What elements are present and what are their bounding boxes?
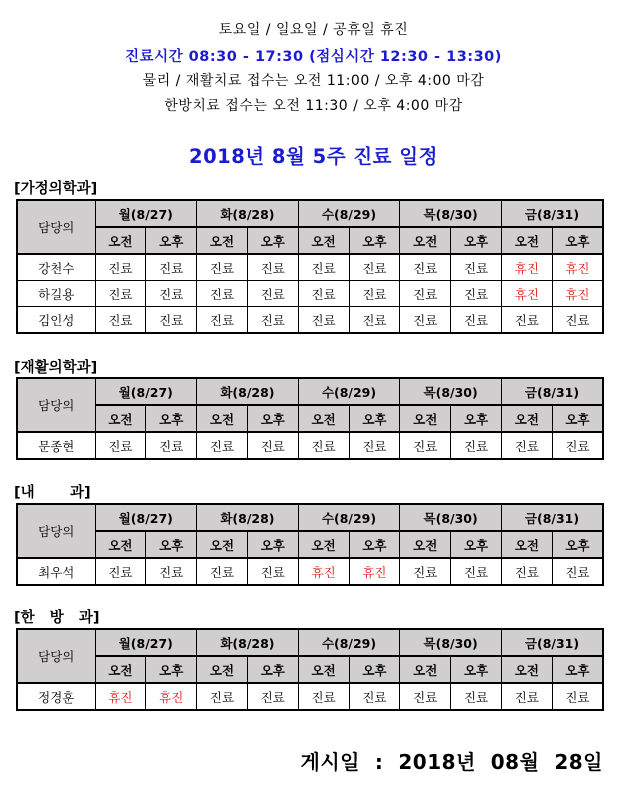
schedule-cell: 진료 xyxy=(95,281,146,307)
schedule-cell: 휴진 xyxy=(95,683,146,710)
schedule-cell: 진료 xyxy=(146,558,197,585)
schedule-cell: 휴진 xyxy=(552,281,603,307)
am-header: 오전 xyxy=(400,656,451,683)
am-header: 오전 xyxy=(298,227,349,254)
schedule-cell: 진료 xyxy=(146,307,197,334)
schedule-cell: 진료 xyxy=(197,683,248,710)
section-label: [내 과] xyxy=(14,485,91,501)
schedule-cell: 진료 xyxy=(349,432,400,459)
pm-header: 오후 xyxy=(349,227,400,254)
am-header: 오전 xyxy=(95,405,146,432)
doctor-name: 최우석 xyxy=(17,558,95,585)
schedule-table xyxy=(16,199,604,334)
am-header: 오전 xyxy=(197,531,248,558)
day-header: 금(8/31) xyxy=(501,504,603,531)
am-header: 오전 xyxy=(298,656,349,683)
pm-header: 오후 xyxy=(552,405,603,432)
am-header: 오전 xyxy=(95,531,146,558)
day-header: 목(8/30) xyxy=(400,200,502,227)
am-header: 오전 xyxy=(400,405,451,432)
pm-header: 오후 xyxy=(451,227,502,254)
pm-header: 오후 xyxy=(552,227,603,254)
am-header: 오전 xyxy=(197,227,248,254)
schedule-cell: 진료 xyxy=(400,254,451,281)
doctor-column-header: 담당의 xyxy=(17,629,95,683)
am-header: 오전 xyxy=(298,531,349,558)
schedule-cell: 진료 xyxy=(349,281,400,307)
schedule-table xyxy=(16,503,604,586)
day-header: 목(8/30) xyxy=(400,504,502,531)
am-header: 오전 xyxy=(400,531,451,558)
pm-header: 오후 xyxy=(552,656,603,683)
pm-header: 오후 xyxy=(349,405,400,432)
pm-header: 오후 xyxy=(146,656,197,683)
oriental-reception-hours: 한방치료 접수는 오전 11:30 / 오후 4:00 마감 xyxy=(164,98,463,114)
pm-header: 오후 xyxy=(247,227,298,254)
pm-header: 오후 xyxy=(247,656,298,683)
rehab-reception-hours: 물리 / 재활치료 접수는 오전 11:00 / 오후 4:00 마감 xyxy=(142,73,485,89)
schedule-cell: 진료 xyxy=(95,432,146,459)
schedule-cell: 진료 xyxy=(95,254,146,281)
schedule-cell: 진료 xyxy=(349,683,400,710)
day-header: 화(8/28) xyxy=(197,504,299,531)
page-title: 2018년 8월 5주 진료 일정 xyxy=(189,145,438,168)
schedule-cell: 진료 xyxy=(552,307,603,334)
doctor-name: 하길용 xyxy=(17,281,95,307)
am-header: 오전 xyxy=(197,656,248,683)
schedule-cell: 진료 xyxy=(298,281,349,307)
schedule-table xyxy=(16,377,604,460)
day-header: 수(8/29) xyxy=(298,629,400,656)
am-header: 오전 xyxy=(95,656,146,683)
schedule-cell: 진료 xyxy=(197,558,248,585)
clinic-hours: 진료시간 08:30 - 17:30 (점심시간 12:30 - 13:30) xyxy=(125,49,502,65)
day-header: 목(8/30) xyxy=(400,629,502,656)
schedule-cell: 진료 xyxy=(247,432,298,459)
schedule-cell: 진료 xyxy=(197,307,248,334)
am-header: 오전 xyxy=(298,405,349,432)
day-header: 금(8/31) xyxy=(501,378,603,405)
pm-header: 오후 xyxy=(146,531,197,558)
schedule-cell: 휴진 xyxy=(501,281,552,307)
schedule-cell: 진료 xyxy=(451,432,502,459)
schedule-cell: 진료 xyxy=(247,281,298,307)
schedule-cell: 진료 xyxy=(400,307,451,334)
schedule-table xyxy=(16,628,604,711)
closed-days-notice: 토요일 / 일요일 / 공휴일 휴진 xyxy=(218,22,409,38)
doctor-name: 정경훈 xyxy=(17,683,95,710)
table-row xyxy=(17,254,603,281)
schedule-cell: 진료 xyxy=(400,432,451,459)
pm-header: 오후 xyxy=(247,405,298,432)
doctor-name: 강천수 xyxy=(17,254,95,281)
doctor-name: 문종현 xyxy=(17,432,95,459)
schedule-cell: 진료 xyxy=(501,432,552,459)
schedule-cell: 진료 xyxy=(146,432,197,459)
doctor-column-header: 담당의 xyxy=(17,504,95,558)
am-header: 오전 xyxy=(501,656,552,683)
day-header: 수(8/29) xyxy=(298,200,400,227)
day-header: 월(8/27) xyxy=(95,504,197,531)
day-header: 월(8/27) xyxy=(95,629,197,656)
day-header: 수(8/29) xyxy=(298,504,400,531)
schedule-cell: 진료 xyxy=(197,254,248,281)
schedule-cell: 진료 xyxy=(146,281,197,307)
schedule-cell: 휴진 xyxy=(501,254,552,281)
schedule-cell: 진료 xyxy=(552,432,603,459)
section-label: [한 방 과] xyxy=(14,610,100,626)
pm-header: 오후 xyxy=(349,531,400,558)
table-row xyxy=(17,281,603,307)
day-header: 월(8/27) xyxy=(95,378,197,405)
am-header: 오전 xyxy=(197,405,248,432)
pm-header: 오후 xyxy=(146,405,197,432)
section-label: [재활의학과] xyxy=(14,360,98,376)
table-row xyxy=(17,558,603,585)
schedule-cell: 진료 xyxy=(552,558,603,585)
schedule-cell: 진료 xyxy=(451,683,502,710)
am-header: 오전 xyxy=(95,227,146,254)
schedule-cell: 진료 xyxy=(298,307,349,334)
schedule-cell: 진료 xyxy=(247,307,298,334)
schedule-cell: 진료 xyxy=(400,281,451,307)
schedule-cell: 진료 xyxy=(349,254,400,281)
pm-header: 오후 xyxy=(451,405,502,432)
am-header: 오전 xyxy=(400,227,451,254)
day-header: 목(8/30) xyxy=(400,378,502,405)
schedule-cell: 진료 xyxy=(197,281,248,307)
pm-header: 오후 xyxy=(451,531,502,558)
schedule-cell: 진료 xyxy=(197,432,248,459)
schedule-cell: 진료 xyxy=(451,254,502,281)
pm-header: 오후 xyxy=(146,227,197,254)
doctor-column-header: 담당의 xyxy=(17,378,95,432)
schedule-cell: 휴진 xyxy=(349,558,400,585)
am-header: 오전 xyxy=(501,227,552,254)
day-header: 수(8/29) xyxy=(298,378,400,405)
table-row xyxy=(17,432,603,459)
schedule-cell: 진료 xyxy=(552,683,603,710)
schedule-cell: 휴진 xyxy=(298,558,349,585)
pm-header: 오후 xyxy=(247,531,298,558)
day-header: 화(8/28) xyxy=(197,378,299,405)
schedule-cell: 진료 xyxy=(298,432,349,459)
schedule-cell: 진료 xyxy=(400,683,451,710)
schedule-cell: 진료 xyxy=(451,558,502,585)
section-label: [가정의학과] xyxy=(14,181,98,197)
day-header: 화(8/28) xyxy=(197,629,299,656)
schedule-cell: 진료 xyxy=(501,307,552,334)
schedule-cell: 진료 xyxy=(146,254,197,281)
pm-header: 오후 xyxy=(349,656,400,683)
day-header: 금(8/31) xyxy=(501,629,603,656)
schedule-cell: 진료 xyxy=(247,254,298,281)
schedule-cell: 진료 xyxy=(400,558,451,585)
doctor-name: 김인성 xyxy=(17,307,95,334)
schedule-cell: 진료 xyxy=(247,683,298,710)
schedule-cell: 진료 xyxy=(451,281,502,307)
doctor-column-header: 담당의 xyxy=(17,200,95,254)
schedule-cell: 휴진 xyxy=(146,683,197,710)
am-header: 오전 xyxy=(501,531,552,558)
schedule-cell: 진료 xyxy=(298,683,349,710)
day-header: 금(8/31) xyxy=(501,200,603,227)
pm-header: 오후 xyxy=(552,531,603,558)
schedule-cell: 진료 xyxy=(95,307,146,334)
schedule-cell: 진료 xyxy=(298,254,349,281)
day-header: 월(8/27) xyxy=(95,200,197,227)
am-header: 오전 xyxy=(501,405,552,432)
schedule-cell: 진료 xyxy=(95,558,146,585)
schedule-cell: 진료 xyxy=(349,307,400,334)
schedule-cell: 진료 xyxy=(501,558,552,585)
pm-header: 오후 xyxy=(451,656,502,683)
schedule-cell: 진료 xyxy=(247,558,298,585)
table-row xyxy=(17,683,603,710)
schedule-cell: 진료 xyxy=(451,307,502,334)
day-header: 화(8/28) xyxy=(197,200,299,227)
table-row xyxy=(17,307,603,334)
posted-date: 게시일 : 2018년 08월 28일 xyxy=(300,750,603,774)
schedule-cell: 휴진 xyxy=(552,254,603,281)
schedule-cell: 진료 xyxy=(501,683,552,710)
